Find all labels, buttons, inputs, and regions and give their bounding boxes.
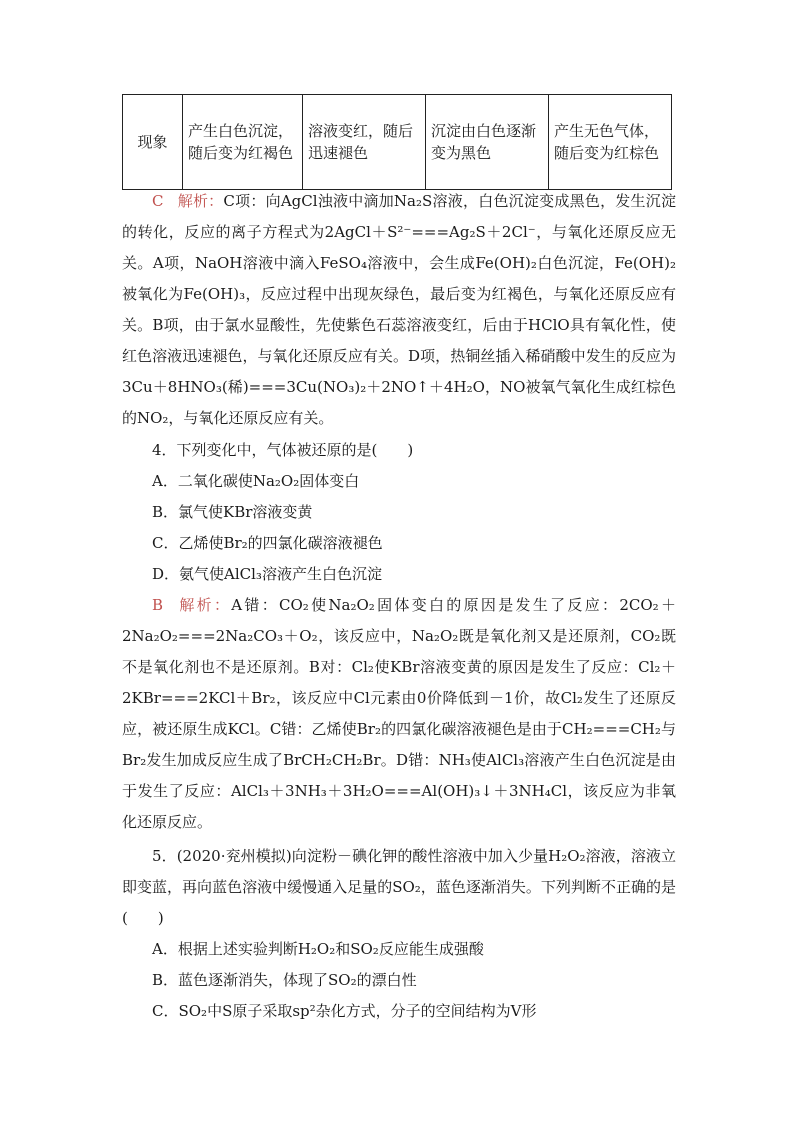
q3-answer: C	[152, 192, 164, 210]
table-cell-a: 产生白色沉淀，随后变为红褐色	[183, 95, 303, 190]
q4-option-c: C．乙烯使Br₂的四氯化碳溶液褪色	[152, 534, 383, 552]
q3-analysis-text: C项：向AgCl浊液中滴加Na₂S溶液，白色沉淀变成黑色，发生沉淀的转化，反应的离子方程式为2AgCl＋S²⁻===Ag₂S＋2Cl⁻，与氧化还原反应无关。A项，NaOH溶液中滴入FeSO₄溶液中，会生成Fe(OH)₂白色沉淀，Fe(OH)₂被氧化为Fe(OH)₃，反应过程中出现灰绿色，最后变为红褐色，与氧化还原反应有关。B项，由于氯水显酸性，先使紫色石蕊溶液变红，后由于HClO具有氧化性，使红色溶液迅速褪色，与氧化还原反应有关。D项，热铜丝插入稀硝酸中发生的反应为3Cu＋8HNO₃(稀)===3Cu(NO₃)₂＋2NO↑＋4H₂O，NO被氧气氧化生成红棕色的NO₂，与氧化还原反应有关。	[122, 192, 676, 427]
q4-option-d: D．氨气使AlCl₃溶液产生白色沉淀	[152, 565, 382, 583]
table-header-cell: 现象	[123, 95, 183, 190]
observation-table	[122, 94, 672, 190]
q3-analysis-label: 解析：	[177, 192, 224, 210]
table-row	[123, 95, 672, 190]
q4-option-b: B．氯气使KBr溶液变黄	[152, 503, 313, 521]
q4-analysis-label: 解析：	[177, 596, 232, 614]
q5-option-b: B．蓝色逐渐消失，体现了SO₂的漂白性	[152, 971, 417, 989]
table-cell-d: 产生无色气体，随后变为红棕色	[549, 95, 672, 190]
q4-option-a: A．二氧化碳使Na₂O₂固体变白	[152, 472, 360, 490]
table-cell-b: 溶液变红，随后迅速褪色	[303, 95, 426, 190]
q4-stem: 4．下列变化中，气体被还原的是( )	[152, 441, 414, 459]
q4-answer: B	[152, 596, 164, 614]
q5-stem: 5．(2020·兖州模拟)向淀粉－碘化钾的酸性溶液中加入少量H₂O₂溶液，溶液立即变蓝，再向蓝色溶液中缓慢通入足量的SO₂，蓝色逐渐消失。下列判断不正确的是( )	[122, 847, 676, 927]
q4-analysis	[122, 590, 676, 838]
table-cell-c: 沉淀由白色逐渐变为黑色	[426, 95, 549, 190]
q4-analysis-text: A错：CO₂使Na₂O₂固体变白的原因是发生了反应：2CO₂＋2Na₂O₂===2Na₂CO₃＋O₂，该反应中，Na₂O₂既是氧化剂又是还原剂，CO₂既不是氧化剂也不是还原剂。B对：Cl₂使KBr溶液变黄的原因是发生了反应：Cl₂＋2KBr===2KCl＋Br₂，该反应中Cl元素由0价降低到－1价，故Cl₂发生了还原反应，被还原生成KCl。C错：乙烯使Br₂的四氯化碳溶液褪色是由于CH₂===CH₂与Br₂发生加成反应生成了BrCH₂CH₂Br。D错：NH₃使AlCl₃溶液产生白色沉淀是由于发生了反应：AlCl₃＋3NH₃＋3H₂O===Al(OH)₃↓＋3NH₄Cl，该反应为非氧化还原反应。	[122, 596, 676, 831]
q5-option-a: A．根据上述实验判断H₂O₂和SO₂反应能生成强酸	[152, 940, 484, 958]
q3-analysis	[122, 186, 676, 434]
q5-option-c: C．SO₂中S原子采取sp²杂化方式，分子的空间结构为V形	[152, 1002, 537, 1020]
